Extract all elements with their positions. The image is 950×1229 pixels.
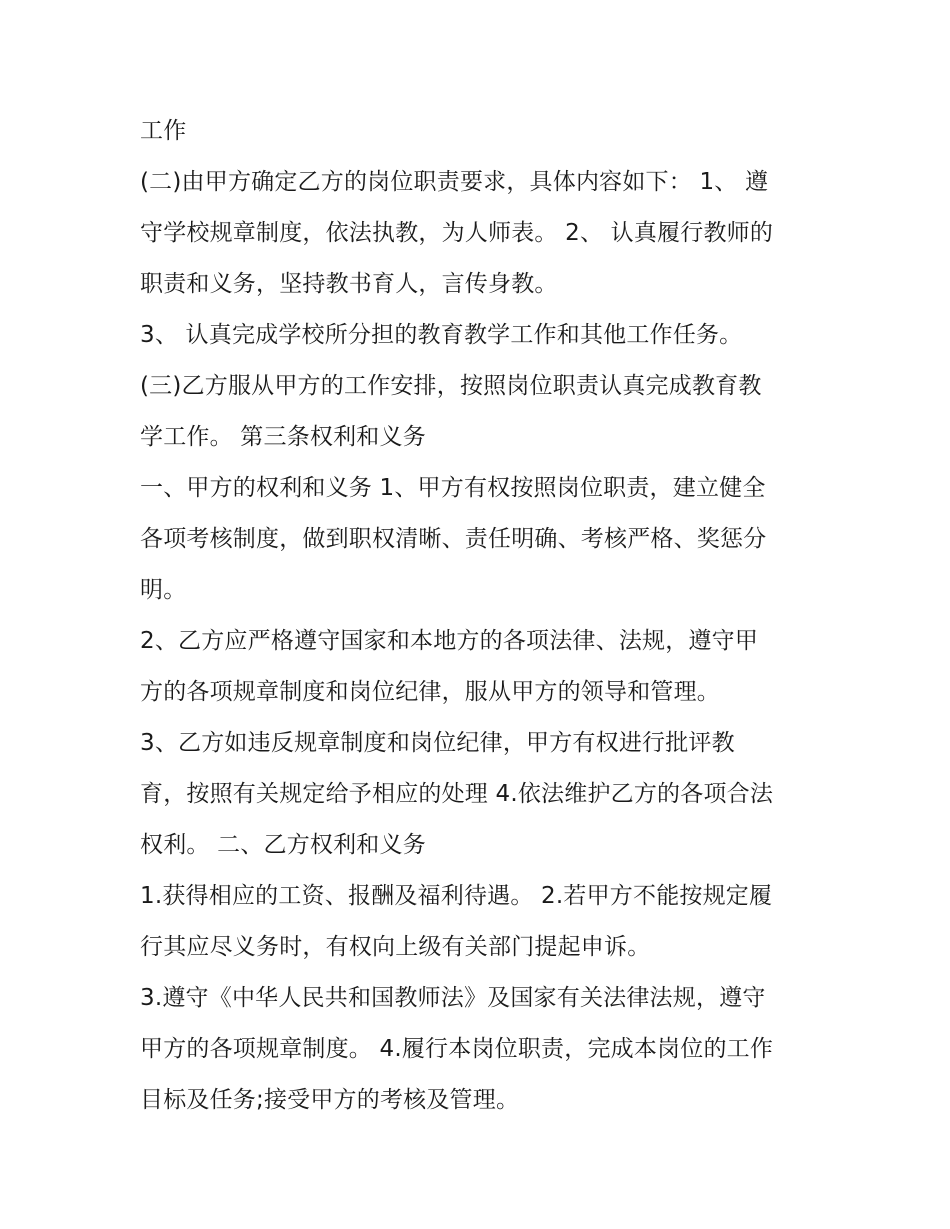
text-line: 一、甲方的权利和义务 1、甲方有权按照岗位职责，建立健全	[140, 475, 766, 501]
text-line: 3.遵守《中华人民共和国教师法》及国家有关法律法规，遵守	[140, 985, 766, 1011]
text-line: 职责和义务，坚持教书育人，言传身教。	[140, 271, 558, 297]
text-line: 3、乙方如违反规章制度和岗位纪律，甲方有权进行批评教	[140, 730, 735, 756]
text-line: 学工作。 第三条权利和义务	[140, 424, 426, 450]
text-line: 守学校规章制度，依法执教，为人师表。 2、 认真履行教师的	[140, 220, 774, 246]
document-body	[140, 106, 820, 1126]
text-line: (三)乙方服从甲方的工作安排，按照岗位职责认真完成教育教	[140, 373, 762, 399]
text-line: 育，按照有关规定给予相应的处理 4.依法维护乙方的各项合法	[140, 781, 774, 807]
text-line: 各项考核制度，做到职权清晰、责任明确、考核严格、奖惩分	[140, 526, 767, 552]
text-line: 目标及任务;接受甲方的考核及管理。	[140, 1087, 520, 1113]
text-line: 明。	[140, 577, 187, 603]
text-line: 2、乙方应严格遵守国家和本地方的各项法律、法规，遵守甲	[140, 628, 759, 654]
text-line: 行其应尽义务时，有权向上级有关部门提起申诉。	[140, 934, 651, 960]
text-line: 1.获得相应的工资、报酬及福利待遇。 2.若甲方不能按规定履	[140, 883, 773, 909]
text-line: (二)由甲方确定乙方的岗位职责要求，具体内容如下： 1、 遵	[140, 169, 769, 195]
text-line: 权利。 二、乙方权利和义务	[140, 832, 426, 858]
text-line: 3、 认真完成学校所分担的教育教学工作和其他工作任务。	[140, 322, 743, 348]
text-line: 方的各项规章制度和岗位纪律，服从甲方的领导和管理。	[140, 679, 720, 705]
text-line: 甲方的各项规章制度。 4.履行本岗位职责，完成本岗位的工作	[140, 1036, 774, 1062]
text-line: 工作	[140, 118, 187, 144]
